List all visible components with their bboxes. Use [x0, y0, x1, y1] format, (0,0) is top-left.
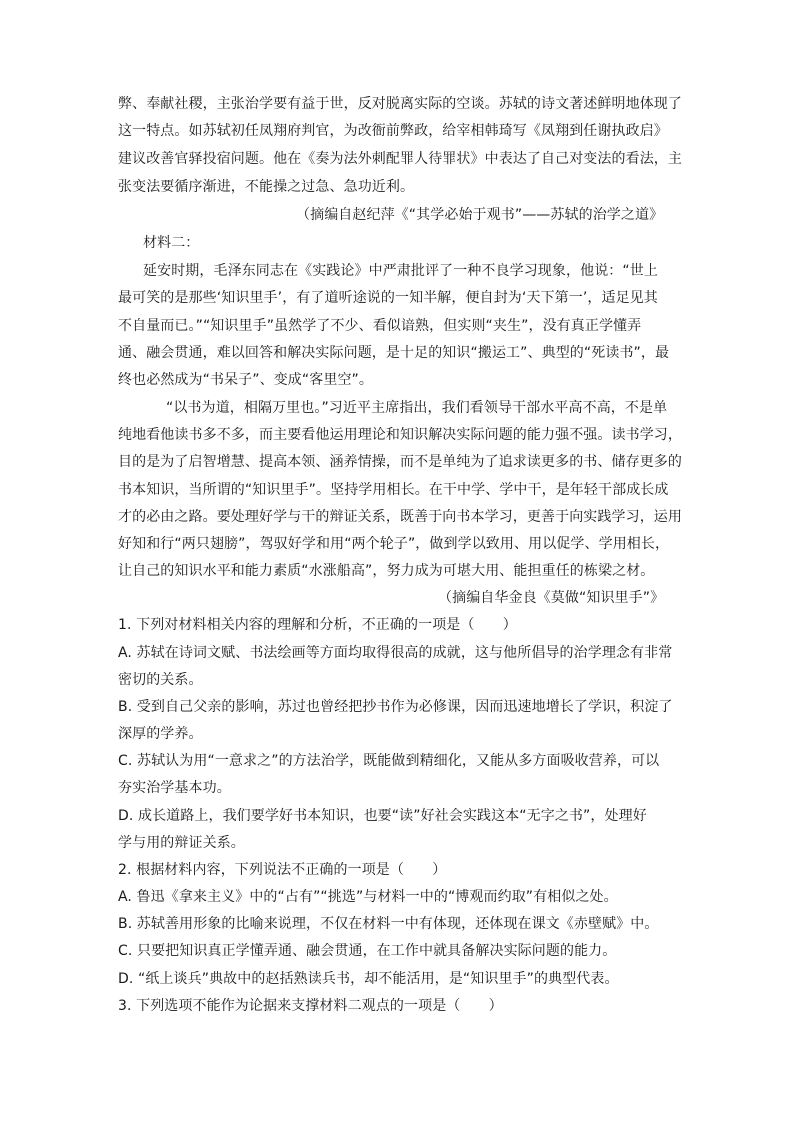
material1-line-2: 这一特点。如苏轼初任凤翔府判官，为改衙前弊政，给宰相韩琦写《凤翔到任谢执政启》 [118, 123, 668, 139]
q1-option-a-line-2: 密切的关系。 [118, 672, 203, 688]
material2-p2-line-6: 好知和行“两只翅膀”，驾驭好学和用“两个轮子”，做到学以致用、用以促学、学用相长， [118, 536, 670, 552]
q2-option-c: C. 只要把知识真正学懂弄通、融会贯通，在工作中就具备解决实际问题的能力。 [118, 943, 617, 959]
material2-heading: 材料二： [143, 235, 200, 251]
material1-source: （摘编自赵纪萍《“其学必始于观书”——苏轼的治学之道》 [296, 207, 664, 223]
material2-p2-line-7: 让自己的知识水平和能力素质“水涨船高”，努力成为可堪大用、能担重任的栋梁之材。 [118, 563, 655, 579]
q1-option-b-line-2: 深厚的学养。 [118, 726, 203, 742]
material1-line-3: 建议改善官驿投宿问题。他在《奏为法外刺配罪人待罪状》中表达了自己对变法的看法，主 [118, 151, 682, 167]
material1-line-1: 弊、奉献社稷，主张治学要有益于世，反对脱离实际的空谈。苏轼的诗文著述鲜明地体现了 [118, 96, 682, 112]
material2-p2-line-1: “以书为道，相隔万里也。”习近平主席指出，我们看领导干部水平高不高，不是单 [166, 400, 668, 416]
q1-option-c-line-1: C. 苏轼认为用“一意求之”的方法治学，既能做到精细化，又能从多方面吸收营养，可以 [118, 753, 660, 769]
q2-option-d: D. “纸上谈兵”典故中的赵括熟读兵书，却不能活用，是“知识里手”的典型代表。 [118, 971, 619, 987]
q2-option-a: A. 鲁迅《拿来主义》中的“占有”“挑选”与材料一中的“博观而约取”有相似之处。 [118, 889, 618, 905]
material2-p2-line-3: 目的是为了启智增慧、提高本领、涵养情操，而不是单纯为了追求读更多的书、储存更多的 [118, 454, 682, 470]
q1-option-a-line-1: A. 苏轼在诗词文赋、书法绘画等方面均取得很高的成就，这与他所倡导的治学理念有非常 [118, 645, 673, 661]
material1-line-4: 张变法要循序渐进，不能操之过急、急功近利。 [118, 179, 415, 195]
question-3-stem: 3. 下列选项不能作为论据来支撑材料二观点的一项是（ ） [118, 998, 503, 1014]
q1-option-d-line-2: 学与用的辩证关系。 [118, 835, 245, 851]
q1-option-c-line-2: 夯实治学基本功。 [118, 780, 231, 796]
q2-option-b: B. 苏轼善用形象的比喻来说理，不仅在材料一中有体现，还体现在课文《赤壁赋》中。 [118, 916, 659, 932]
q1-option-d-line-1: D. 成长道路上，我们要学好书本知识，也要“读”好社会实践这本“无字之书”，处理好 [118, 808, 647, 824]
q1-option-b-line-1: B. 受到自己父亲的影响，苏过也曾经把抄书作为必修课，因而迅速地增长了学识，积淀了 [118, 699, 673, 715]
material2-p2-line-5: 才的必由之路。要处理好学与干的辩证关系，既善于向书本学习，更善于向实践学习，运用 [118, 509, 682, 525]
material2-p1-line-4: 通、融会贯通，难以回答和解决实际问题，是十足的知识“搬运工”、典型的“死读书”，最 [118, 345, 670, 361]
material2-source: （摘编自华金良《莫做“知识里手”》 [438, 590, 665, 606]
material2-p2-line-4: 书本知识，当所谓的“知识里手”。坚持学用相长。在干中学、学中干，是年轻干部成长成 [118, 482, 669, 498]
question-1-stem: 1. 下列对材料相关内容的理解和分析，不正确的一项是（ ） [118, 617, 517, 633]
material2-p1-line-3: 不自量而已。”“知识里手”虽然学了不少、看似谙熟，但实则“夹生”，没有真正学懂弄 [118, 318, 642, 334]
material2-p1-line-5: 终也必然成为“书呆子”、变成“客里空”。 [118, 372, 374, 388]
material2-p1-line-1: 延安时期，毛泽东同志在《实践论》中严肃批评了一种不良学习现象，他说：“世上 [143, 263, 658, 279]
material2-p1-line-2: 最可笑的是那些‘知识里手’，有了道听途说的一知半解，便自封为‘天下第一’，适足见其 [118, 290, 658, 306]
question-2-stem: 2. 根据材料内容，下列说法不正确的一项是（ ） [118, 862, 447, 878]
material2-p2-line-2: 纯地看他读书多不多，而主要看他运用理论和知识解决实际问题的能力强不强。读书学习， [118, 427, 682, 443]
